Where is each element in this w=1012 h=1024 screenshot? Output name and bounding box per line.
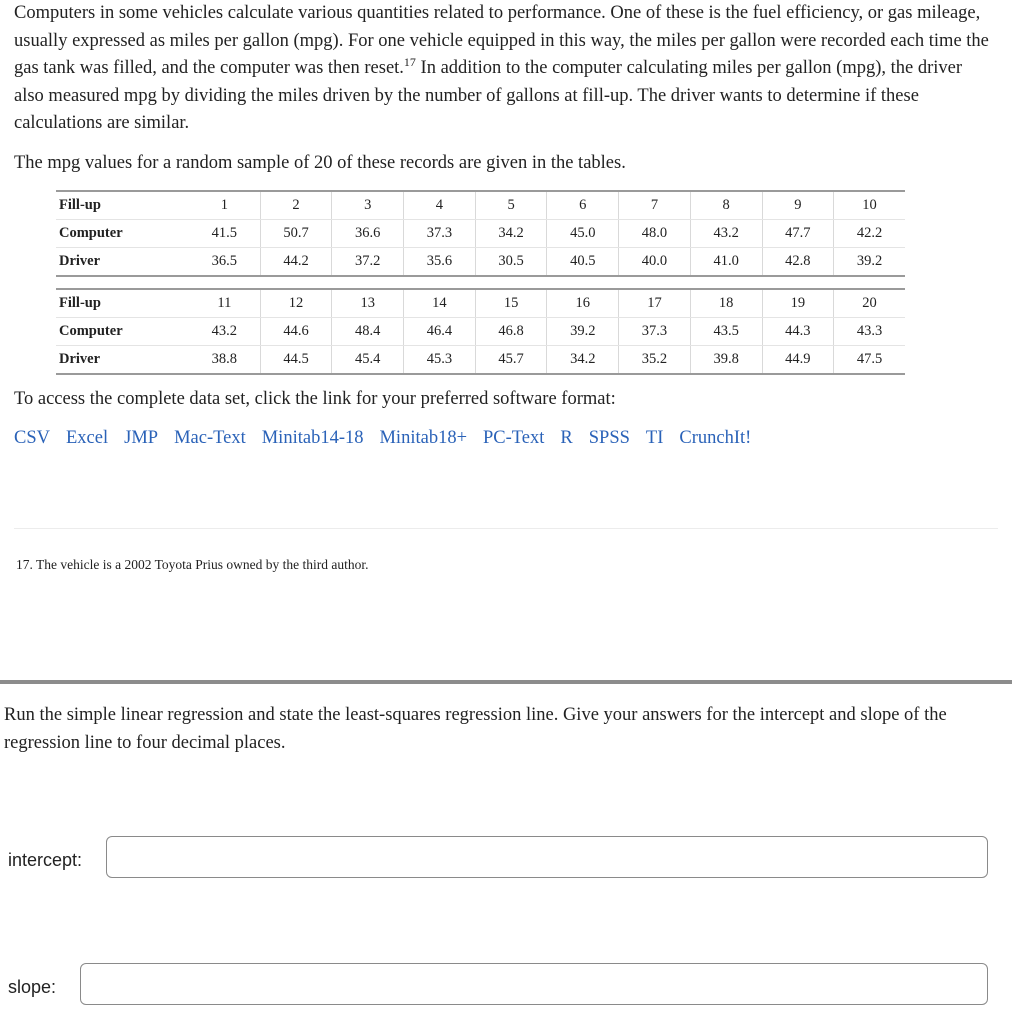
link-mac-text[interactable]: Mac-Text	[174, 428, 246, 448]
table-cell: 14	[404, 289, 476, 318]
table-cell: 50.7	[260, 220, 332, 248]
table-cell: 39.8	[690, 346, 762, 375]
table-cell: 35.2	[619, 346, 691, 375]
table-cell: 43.5	[690, 318, 762, 346]
table-cell: 3	[332, 191, 404, 220]
slope-label: slope:	[8, 977, 57, 997]
table-cell: 46.8	[475, 318, 547, 346]
table-cell: 34.2	[547, 346, 619, 375]
table-cell: 6	[547, 191, 619, 220]
table-cell: 12	[260, 289, 332, 318]
table-cell: 45.7	[475, 346, 547, 375]
table-row	[56, 346, 905, 375]
table-cell: 44.5	[260, 346, 332, 375]
table-cell: 36.5	[189, 248, 260, 277]
link-csv[interactable]: CSV	[14, 428, 50, 448]
link-crunchit[interactable]: CrunchIt!	[679, 428, 752, 448]
table-cell: 45.0	[547, 220, 619, 248]
table-cell: 2	[260, 191, 332, 220]
table-cell: 36.6	[332, 220, 404, 248]
table-cell: 41.5	[189, 220, 260, 248]
row-label: Driver	[56, 346, 189, 375]
table-cell: 48.4	[332, 318, 404, 346]
table-cell: 42.2	[834, 220, 905, 248]
table-cell: 44.6	[260, 318, 332, 346]
intercept-input[interactable]	[106, 836, 988, 878]
table-cell: 9	[762, 191, 834, 220]
table-cell: 34.2	[475, 220, 547, 248]
table-cell: 19	[762, 289, 834, 318]
table-cell: 43.3	[834, 318, 905, 346]
row-label: Fill-up	[56, 191, 189, 220]
table-cell: 5	[475, 191, 547, 220]
row-label: Computer	[56, 220, 189, 248]
table-cell: 37.2	[332, 248, 404, 277]
link-r[interactable]: R	[560, 428, 573, 448]
table-cell: 38.8	[189, 346, 260, 375]
table-cell: 48.0	[619, 220, 691, 248]
intro-paragraph	[14, 0, 989, 138]
table-cell: 46.4	[404, 318, 476, 346]
table-row	[56, 220, 905, 248]
intro-text-1: Computers in some vehicles calculate various quantities related to performance. One of these is the fuel efficiency, or gas mileage, usually expressed as miles per gallon (mpg). For one vehicle equipped in this way, the miles per gallon were recorded each time the gas tank was filled, and the computer was then reset.	[14, 3, 989, 78]
table-row	[56, 248, 905, 277]
footnote-ref: 17	[403, 55, 416, 69]
link-excel[interactable]: Excel	[66, 428, 109, 448]
section-divider	[0, 680, 1012, 684]
table-cell: 7	[619, 191, 691, 220]
table-cell: 40.5	[547, 248, 619, 277]
table-cell: 16	[547, 289, 619, 318]
table-cell: 20	[834, 289, 905, 318]
table-cell: 37.3	[404, 220, 476, 248]
table-cell: 18	[690, 289, 762, 318]
row-label: Driver	[56, 248, 189, 277]
table-cell: 1	[189, 191, 260, 220]
table-cell: 35.6	[404, 248, 476, 277]
table-cell: 17	[619, 289, 691, 318]
table-cell: 47.5	[834, 346, 905, 375]
intercept-label: intercept:	[8, 850, 83, 870]
link-jmp[interactable]: JMP	[124, 428, 159, 448]
table-cell: 37.3	[619, 318, 691, 346]
table-cell: 30.5	[475, 248, 547, 277]
access-instructions: To access the complete data set, click the link for your preferred software format:	[14, 389, 616, 409]
table-cell: 4	[404, 191, 476, 220]
link-spss[interactable]: SPSS	[588, 428, 630, 448]
slope-input[interactable]	[80, 963, 988, 1005]
table-cell: 42.8	[762, 248, 834, 277]
sample-description: The mpg values for a random sample of 20 of these records are given in the tables.	[14, 153, 626, 173]
table-cell: 43.2	[189, 318, 260, 346]
table-cell: 15	[475, 289, 547, 318]
table-cell: 43.2	[690, 220, 762, 248]
data-table-2	[56, 288, 905, 375]
link-ti[interactable]: TI	[645, 428, 664, 448]
software-links	[14, 425, 767, 451]
table-cell: 39.2	[834, 248, 905, 277]
table-row	[56, 318, 905, 346]
table-row	[56, 289, 905, 318]
table-cell: 13	[332, 289, 404, 318]
table-cell: 41.0	[690, 248, 762, 277]
table-cell: 10	[834, 191, 905, 220]
link-pc-text[interactable]: PC-Text	[483, 428, 545, 448]
table-cell: 44.9	[762, 346, 834, 375]
row-label: Fill-up	[56, 289, 189, 318]
table-cell: 44.2	[260, 248, 332, 277]
question-text: Run the simple linear regression and state the least-squares regression line. Give your answers for the intercept and slope of the regression line to four decimal places.	[4, 705, 947, 753]
row-label: Computer	[56, 318, 189, 346]
divider	[14, 528, 998, 529]
table-cell: 45.3	[404, 346, 476, 375]
table-cell: 39.2	[547, 318, 619, 346]
table-cell: 11	[189, 289, 260, 318]
intro-text-2: In addition to the computer calculating miles per gallon (mpg), the driver also measured mpg by dividing the miles driven by the number of gallons at fill-up. The driver wants to determine if these calculations are similar.	[14, 58, 963, 133]
table-cell: 45.4	[332, 346, 404, 375]
table-cell: 8	[690, 191, 762, 220]
link-minitab14-18[interactable]: Minitab14-18	[261, 428, 364, 448]
table-cell: 40.0	[619, 248, 691, 277]
table-cell: 47.7	[762, 220, 834, 248]
data-table-1	[56, 190, 905, 277]
footnote: 17. The vehicle is a 2002 Toyota Prius owned by the third author.	[16, 557, 369, 572]
table-row	[56, 191, 905, 220]
link-minitab18[interactable]: Minitab18+	[379, 428, 467, 448]
table-cell: 44.3	[762, 318, 834, 346]
